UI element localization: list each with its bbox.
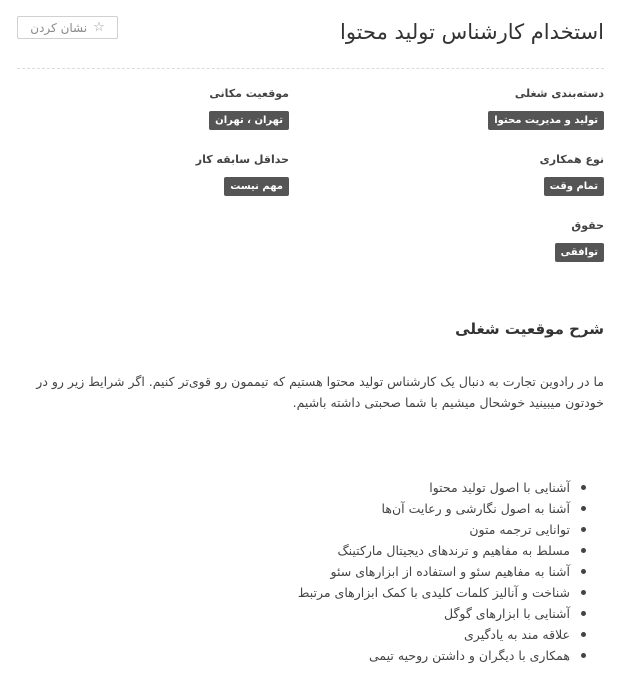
min-experience — [196, 153, 289, 196]
job-category — [488, 87, 604, 130]
salary — [555, 219, 604, 262]
bookmark-label: نشان کردن — [30, 20, 88, 35]
requirement-item: آشنا به اصول نگارشی و رعایت آن‌ها — [298, 498, 570, 519]
star-outline-icon: ☆ — [93, 20, 105, 35]
min-experience-label: حداقل سابقه کار — [195, 153, 289, 166]
requirement-item: همکاری با دیگران و داشتن روحیه تیمی — [298, 645, 570, 666]
job-location-badge: تهران ، تهران — [209, 111, 289, 130]
requirement-item: آشنا به مفاهیم سئو و استفاده از ابزارهای سئو — [298, 561, 570, 582]
header-divider — [17, 68, 604, 69]
salary-badge: توافقی — [555, 243, 604, 262]
description-text: ما در رادوین تجارت به دنبال یک کارشناس تولید محتوا هستیم که تیممون رو قوی‌تر کنیم. اگر شرایط زیر رو در خودتون میبینید خوشحال میشیم با شما صحبتی داشته باشیم. — [36, 374, 604, 410]
requirement-item: شناخت و آنالیز کلمات کلیدی با کمک ابزارهای مرتبط — [298, 582, 570, 603]
job-category-badge: تولید و مدیریت محتوا — [488, 111, 604, 130]
requirement-item: آشنایی با ابزارهای گوگل — [298, 603, 570, 624]
requirement-item: مسلط به مفاهیم و ترندهای دیجیتال مارکتینگ — [298, 540, 570, 561]
employment-type — [540, 153, 604, 196]
requirement-item: آشنایی با اصول تولید محتوا — [298, 477, 570, 498]
job-category-label: دسته‌بندی شغلی — [514, 87, 604, 100]
min-experience-badge: مهم نیست — [224, 177, 289, 196]
job-location — [209, 87, 289, 130]
job-title: استخدام کارشناس تولید محتوا — [340, 20, 604, 44]
job-location-label: موقعیت مکانی — [209, 87, 289, 100]
requirement-item: علاقه مند به یادگیری — [298, 624, 570, 645]
employment-type-label: نوع همکاری — [539, 153, 604, 166]
employment-type-badge: تمام وقت — [544, 177, 604, 196]
requirement-item: توانایی ترجمه متون — [298, 519, 570, 540]
description-title: شرح موقعیت شغلی — [455, 320, 604, 338]
requirements-list — [298, 477, 570, 666]
salary-label: حقوق — [571, 219, 604, 232]
bookmark-button[interactable] — [17, 16, 118, 39]
job-posting — [17, 0, 604, 673]
